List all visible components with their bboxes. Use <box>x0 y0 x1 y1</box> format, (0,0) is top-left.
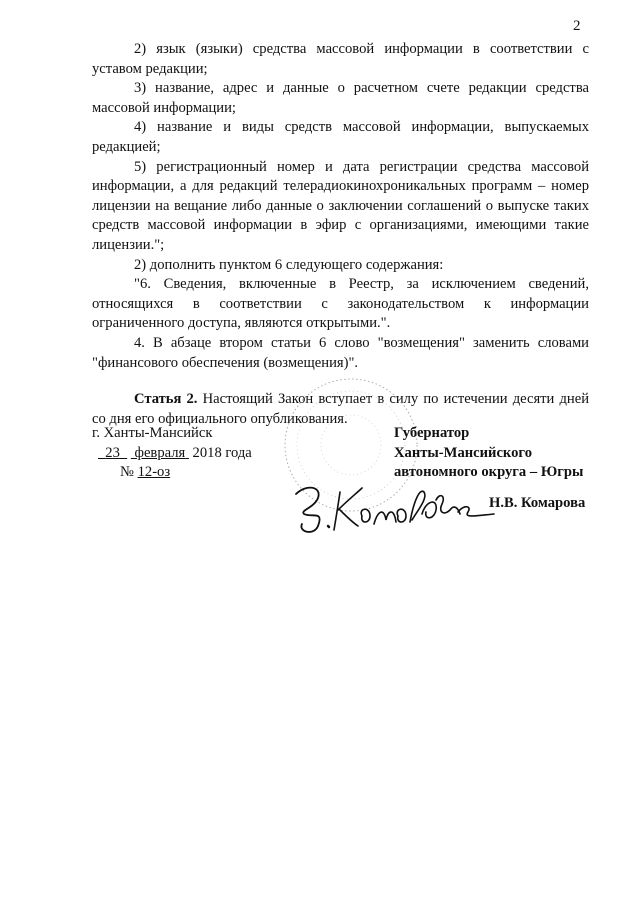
city-name: г. Ханты-Мансийск <box>92 425 213 441</box>
paragraph-amendment: 2) дополнить пунктом 6 следующего содержания: <box>134 256 444 273</box>
paragraph-item-4: 4) название и виды средств массовой информации, выпускаемых редакцией; <box>92 119 589 155</box>
law-number <box>92 463 292 483</box>
article-2-text: Настоящий Закон вступает в силу по истечении десяти дней со дня его официального опубликования. <box>92 391 589 427</box>
paragraph-article6: 4. В абзаце втором статьи 6 слово "возмещения" заменить словами "финансового обеспечения (возмещения)". <box>92 334 589 371</box>
paragraph-item-5: 5) регистрационный номер и дата регистрации средства массовой информации, а для редакций телерадиокинохроникальных программ – номер лицензии на вещание либо данные о заключении соглашений о выпуске таких средств массовой информации в эфир с организациями, имеющими такие лицензии."; <box>92 158 589 253</box>
governor-title: Губернатор <box>394 425 470 441</box>
handwritten-signature-icon <box>288 470 498 540</box>
governor-region-line-1: Ханты-Мансийского <box>394 444 532 461</box>
paragraph-item-2: 2) язык (языки) средства массовой информации в соответствии с уставом редакции; <box>92 41 589 77</box>
law-month: февраля <box>134 444 186 461</box>
law-number-prefix: № <box>120 464 134 481</box>
signer-name: Н.В. Комарова <box>489 495 586 511</box>
paragraph-item-3: 3) название, адрес и данные о расчетном счете редакции средства массовой информации; <box>92 80 589 116</box>
paragraph-point-6: "6. Сведения, включенные в Реестр, за исключением сведений, относящихся в соответствии с законодательством к информации ограниченного доступа, являются открытыми.". <box>92 276 589 332</box>
place-date-block <box>92 424 292 483</box>
article-2-label: Статья 2. <box>134 391 198 408</box>
governor-region-line-2: автономного округа – Югры <box>394 464 584 481</box>
law-number-value: 12-оз <box>137 464 171 481</box>
law-year: 2018 года <box>192 444 252 461</box>
law-date <box>92 444 292 464</box>
law-day: 23 <box>105 444 120 461</box>
page-number: 2 <box>573 18 581 34</box>
